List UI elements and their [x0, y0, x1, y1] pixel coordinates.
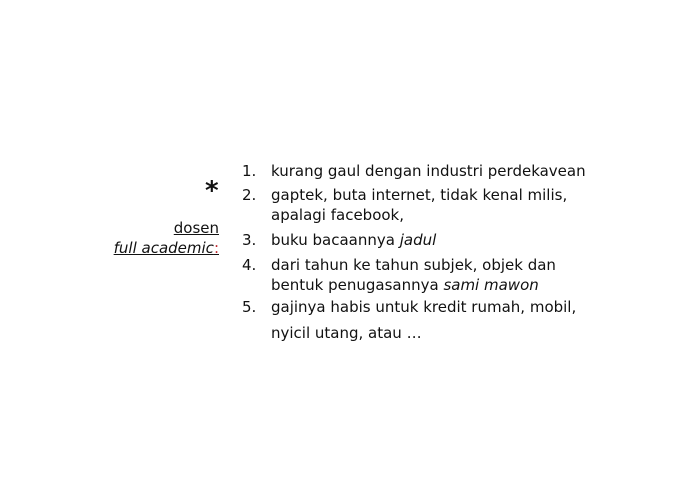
list-item-emphasis: sami mawon — [443, 276, 539, 294]
list-number: 5. — [242, 298, 257, 316]
list-item-text-continued: apalagi facebook, — [271, 206, 405, 224]
list-item — [242, 230, 642, 250]
label-colon: : — [213, 239, 219, 257]
list-item-text-continued: nyicil utang, atau … — [271, 324, 422, 342]
list-item — [242, 185, 642, 225]
asterisk-bullet: * — [205, 176, 219, 206]
list-item-plain: bentuk penugasannya — [271, 276, 444, 294]
list-item — [242, 255, 642, 295]
list-item-text — [271, 230, 642, 250]
list-number: 4. — [242, 256, 257, 274]
list-item — [242, 297, 642, 343]
label-full-academic — [114, 239, 219, 257]
list-item-text: gaptek, buta internet, tidak kenal milis, — [271, 186, 568, 204]
label-dosen: dosen — [173, 219, 219, 237]
list-item — [242, 161, 642, 181]
label-full-academic-text: full academic — [113, 239, 214, 257]
list-item-text: dari tahun ke tahun subjek, objek dan — [271, 256, 556, 274]
list-item-emphasis: jadul — [399, 231, 437, 249]
criticism-list — [242, 161, 642, 343]
list-item-text-continued — [271, 275, 642, 295]
list-item-text: gajinya habis untuk kredit rumah, mobil, — [271, 298, 577, 316]
list-number: 3. — [242, 231, 257, 249]
list-number: 2. — [242, 186, 257, 204]
list-item-text: kurang gaul dengan industri perdekavean — [271, 162, 586, 180]
list-number: 1. — [242, 162, 257, 180]
list-item-plain: buku bacaannya — [271, 231, 400, 249]
